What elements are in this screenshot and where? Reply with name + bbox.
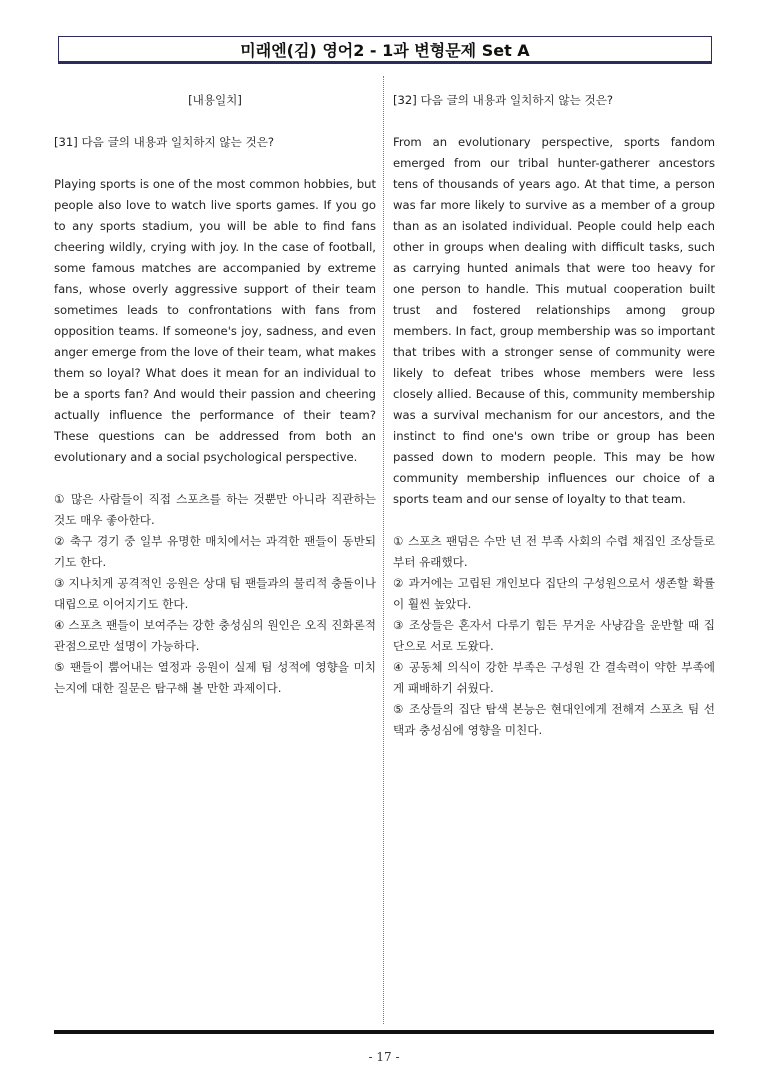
- passage-32: From an evolutionary perspective, sports fandom emerged from our tribal hunter-gatherer ancestors tens of thousands of years ago. At that time, a person was far more likely to survive as a member of a group than as an isolated individual. People could help each other in groups when dealing with difficult tasks, such as carrying hunted animals that were too heavy for one person to handle. This mutual cooperation built trust and fostered relationships among group members. In fact, group membership was so important that tribes with a stronger sense of community were likely to defeat tribes whose members were less closely allied. Because of this, community membership was a survival mechanism for our ancestors, and the instinct to find one's own tribe or group has been passed down to modern people. This may be how community membership influences our choice of a sports team and our sense of loyalty to that team.: [393, 135, 715, 506]
- footer-rule: [54, 1030, 714, 1034]
- passage-31: Playing sports is one of the most common hobbies, but people also love to watch live sports games. If you go to any sports stadium, you will be able to find fans cheering wildly, crying with joy. In the case of football, some famous matches are accompanied by extreme fans, whose overly aggressive support of their team sometimes leads to confrontations with fans from opposition teams. If someone's joy, sadness, and even anger emerge from the love of their team, what makes them so loyal? What does it mean for an individual to be a sports fan? And would their passion and cheering actually influence the performance of their team? These questions can be addressed from both an evolutionary and a social psychological perspective.: [54, 177, 376, 464]
- section-label: [내용일치]: [188, 93, 242, 107]
- option-31-1: ① 많은 사람들이 직접 스포츠를 하는 것뿐만 아니라 직관하는 것도 매우 좋아한다.: [54, 492, 376, 527]
- question-31: [31] 다음 글의 내용과 일치하지 않는 것은?: [54, 135, 275, 149]
- option-32-3: ③ 조상들은 혼자서 다루기 힘든 무거운 사냥감을 운반할 때 집단으로 서로 도왔다.: [393, 618, 715, 653]
- option-32-5: ⑤ 조상들의 집단 탐색 본능은 현대인에게 전해져 스포츠 팀 선택과 충성심에 영향을 미친다.: [393, 702, 715, 737]
- option-31-3: ③ 지나치게 공격적인 응원은 상대 팀 팬들과의 물리적 충돌이나 대립으로 이어지기도 한다.: [54, 576, 376, 611]
- question-32: [32] 다음 글의 내용과 일치하지 않는 것은?: [393, 93, 614, 107]
- option-32-2: ② 과거에는 고립된 개인보다 집단의 구성원으로서 생존할 확률이 훨씬 높았다.: [393, 576, 715, 611]
- option-31-5: ⑤ 팬들이 뿜어내는 열정과 응원이 실제 팀 성적에 영향을 미치는지에 대한 질문은 탐구해 볼 만한 과제이다.: [54, 660, 376, 695]
- option-32-1: ① 스포츠 팬덤은 수만 년 전 부족 사회의 수렵 채집인 조상들로부터 유래했다.: [393, 534, 715, 569]
- page-number: - 17 -: [368, 1050, 400, 1064]
- left-column: [54, 90, 376, 699]
- page-title: 미래엔(김) 영어2 - 1과 변형문제 Set A: [58, 36, 712, 64]
- option-32-4: ④ 공동체 의식이 강한 부족은 구성원 간 결속력이 약한 부족에게 패배하기 쉬웠다.: [393, 660, 715, 695]
- option-31-2: ② 축구 경기 중 일부 유명한 매치에서는 과격한 팬들이 동반되기도 한다.: [54, 534, 376, 569]
- right-column: [393, 90, 715, 741]
- option-31-4: ④ 스포츠 팬들이 보여주는 강한 충성심의 원인은 오직 진화론적 관점으로만 설명이 가능하다.: [54, 618, 376, 653]
- column-divider: [383, 76, 384, 1024]
